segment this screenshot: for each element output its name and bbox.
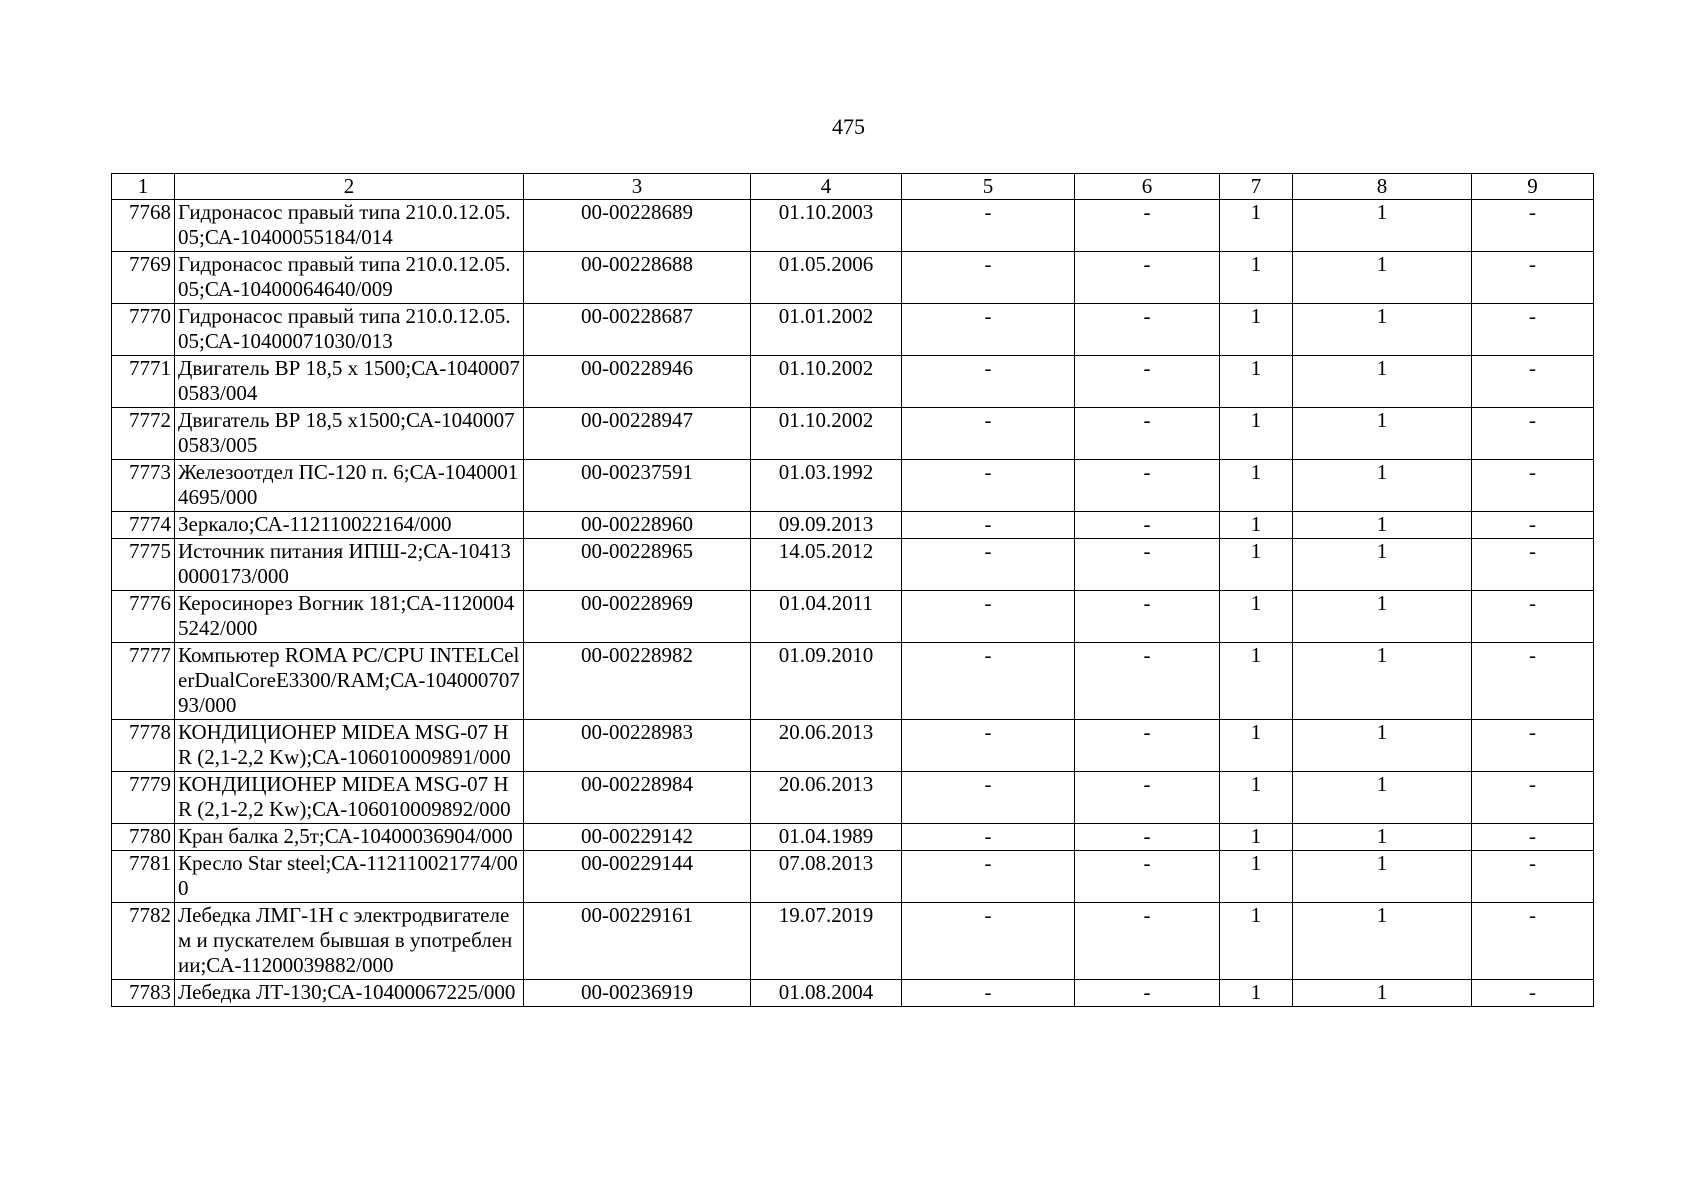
column-6-cell: - bbox=[1075, 851, 1220, 903]
row-number-cell: 7775 bbox=[112, 539, 175, 591]
date-cell: 07.08.2013 bbox=[751, 851, 902, 903]
inventory-code-cell: 00-00228969 bbox=[524, 591, 751, 643]
column-8-cell: 1 bbox=[1293, 356, 1472, 408]
column-8-cell: 1 bbox=[1293, 512, 1472, 539]
column-header: 4 bbox=[751, 174, 902, 200]
item-name-cell: Гидронасос правый типа 210.0.12.05.05;СА-10400071030/013 bbox=[175, 304, 524, 356]
column-8-cell: 1 bbox=[1293, 720, 1472, 772]
date-cell: 01.09.2010 bbox=[751, 643, 902, 720]
column-7-cell: 1 bbox=[1220, 539, 1293, 591]
inventory-code-cell: 00-00228947 bbox=[524, 408, 751, 460]
column-5-cell: - bbox=[902, 200, 1075, 252]
row-number-cell: 7783 bbox=[112, 980, 175, 1007]
table-row bbox=[112, 512, 1594, 539]
item-name-cell: Лебедка ЛМГ-1Н с электродвигателем и пускателем бывшая в употреблении;СА-11200039882/000 bbox=[175, 903, 524, 980]
table-row bbox=[112, 851, 1594, 903]
column-9-cell: - bbox=[1472, 824, 1594, 851]
column-8-cell: 1 bbox=[1293, 643, 1472, 720]
column-5-cell: - bbox=[902, 903, 1075, 980]
column-9-cell: - bbox=[1472, 200, 1594, 252]
column-6-cell: - bbox=[1075, 772, 1220, 824]
inventory-code-cell: 00-00228983 bbox=[524, 720, 751, 772]
column-9-cell: - bbox=[1472, 304, 1594, 356]
inventory-code-cell: 00-00228982 bbox=[524, 643, 751, 720]
column-8-cell: 1 bbox=[1293, 539, 1472, 591]
column-5-cell: - bbox=[902, 252, 1075, 304]
column-8-cell: 1 bbox=[1293, 772, 1472, 824]
row-number-cell: 7773 bbox=[112, 460, 175, 512]
item-name-cell: Источник питания ИПШ-2;СА-104130000173/000 bbox=[175, 539, 524, 591]
item-name-cell: Гидронасос правый типа 210.0.12.05.05;СА-10400055184/014 bbox=[175, 200, 524, 252]
column-9-cell: - bbox=[1472, 643, 1594, 720]
column-header: 6 bbox=[1075, 174, 1220, 200]
column-8-cell: 1 bbox=[1293, 980, 1472, 1007]
item-name-cell: Железоотдел ПС-120 п. 6;СА-10400014695/000 bbox=[175, 460, 524, 512]
item-name-cell: Гидронасос правый типа 210.0.12.05.05;СА-10400064640/009 bbox=[175, 252, 524, 304]
column-6-cell: - bbox=[1075, 304, 1220, 356]
column-9-cell: - bbox=[1472, 512, 1594, 539]
inventory-code-cell: 00-00229161 bbox=[524, 903, 751, 980]
table-row bbox=[112, 408, 1594, 460]
column-header: 7 bbox=[1220, 174, 1293, 200]
column-7-cell: 1 bbox=[1220, 460, 1293, 512]
row-number-cell: 7774 bbox=[112, 512, 175, 539]
inventory-code-cell: 00-00236919 bbox=[524, 980, 751, 1007]
table-row bbox=[112, 772, 1594, 824]
column-5-cell: - bbox=[902, 539, 1075, 591]
row-number-cell: 7772 bbox=[112, 408, 175, 460]
column-5-cell: - bbox=[902, 720, 1075, 772]
column-5-cell: - bbox=[902, 304, 1075, 356]
column-7-cell: 1 bbox=[1220, 903, 1293, 980]
item-name-cell: КОНДИЦИОНЕР MIDEA MSG-07 HR (2,1-2,2 Kw);СА-106010009891/000 bbox=[175, 720, 524, 772]
column-5-cell: - bbox=[902, 824, 1075, 851]
column-header: 1 bbox=[112, 174, 175, 200]
column-6-cell: - bbox=[1075, 408, 1220, 460]
date-cell: 01.01.2002 bbox=[751, 304, 902, 356]
date-cell: 09.09.2013 bbox=[751, 512, 902, 539]
table-row bbox=[112, 460, 1594, 512]
column-6-cell: - bbox=[1075, 200, 1220, 252]
table-row bbox=[112, 980, 1594, 1007]
column-5-cell: - bbox=[902, 460, 1075, 512]
date-cell: 01.10.2003 bbox=[751, 200, 902, 252]
row-number-cell: 7771 bbox=[112, 356, 175, 408]
table-row bbox=[112, 200, 1594, 252]
table-row bbox=[112, 824, 1594, 851]
column-8-cell: 1 bbox=[1293, 591, 1472, 643]
column-7-cell: 1 bbox=[1220, 408, 1293, 460]
header-row bbox=[112, 174, 1594, 200]
column-6-cell: - bbox=[1075, 903, 1220, 980]
date-cell: 01.05.2006 bbox=[751, 252, 902, 304]
inventory-code-cell: 00-00228946 bbox=[524, 356, 751, 408]
column-7-cell: 1 bbox=[1220, 356, 1293, 408]
table-row bbox=[112, 356, 1594, 408]
column-8-cell: 1 bbox=[1293, 252, 1472, 304]
column-6-cell: - bbox=[1075, 539, 1220, 591]
table-row bbox=[112, 903, 1594, 980]
date-cell: 01.03.1992 bbox=[751, 460, 902, 512]
column-9-cell: - bbox=[1472, 356, 1594, 408]
column-5-cell: - bbox=[902, 591, 1075, 643]
column-9-cell: - bbox=[1472, 903, 1594, 980]
column-7-cell: 1 bbox=[1220, 824, 1293, 851]
row-number-cell: 7776 bbox=[112, 591, 175, 643]
column-7-cell: 1 bbox=[1220, 980, 1293, 1007]
column-8-cell: 1 bbox=[1293, 304, 1472, 356]
column-9-cell: - bbox=[1472, 772, 1594, 824]
table-row bbox=[112, 643, 1594, 720]
inventory-code-cell: 00-00228687 bbox=[524, 304, 751, 356]
column-5-cell: - bbox=[902, 356, 1075, 408]
column-6-cell: - bbox=[1075, 824, 1220, 851]
date-cell: 01.04.2011 bbox=[751, 591, 902, 643]
column-9-cell: - bbox=[1472, 408, 1594, 460]
column-6-cell: - bbox=[1075, 512, 1220, 539]
table-row bbox=[112, 252, 1594, 304]
inventory-code-cell: 00-00228689 bbox=[524, 200, 751, 252]
row-number-cell: 7778 bbox=[112, 720, 175, 772]
row-number-cell: 7777 bbox=[112, 643, 175, 720]
column-7-cell: 1 bbox=[1220, 643, 1293, 720]
column-8-cell: 1 bbox=[1293, 200, 1472, 252]
column-9-cell: - bbox=[1472, 720, 1594, 772]
item-name-cell: Керосинорез Вогник 181;СА-11200045242/000 bbox=[175, 591, 524, 643]
date-cell: 20.06.2013 bbox=[751, 720, 902, 772]
column-header: 3 bbox=[524, 174, 751, 200]
page-number: 475 bbox=[832, 114, 865, 139]
column-8-cell: 1 bbox=[1293, 460, 1472, 512]
column-7-cell: 1 bbox=[1220, 252, 1293, 304]
column-9-cell: - bbox=[1472, 460, 1594, 512]
column-7-cell: 1 bbox=[1220, 720, 1293, 772]
row-number-cell: 7770 bbox=[112, 304, 175, 356]
date-cell: 01.04.1989 bbox=[751, 824, 902, 851]
column-6-cell: - bbox=[1075, 252, 1220, 304]
column-9-cell: - bbox=[1472, 980, 1594, 1007]
inventory-code-cell: 00-00228984 bbox=[524, 772, 751, 824]
item-name-cell: Двигатель ВР 18,5 х 1500;СА-10400070583/004 bbox=[175, 356, 524, 408]
column-5-cell: - bbox=[902, 512, 1075, 539]
row-number-cell: 7782 bbox=[112, 903, 175, 980]
column-9-cell: - bbox=[1472, 252, 1594, 304]
date-cell: 14.05.2012 bbox=[751, 539, 902, 591]
date-cell: 20.06.2013 bbox=[751, 772, 902, 824]
column-9-cell: - bbox=[1472, 591, 1594, 643]
column-6-cell: - bbox=[1075, 720, 1220, 772]
column-7-cell: 1 bbox=[1220, 304, 1293, 356]
item-name-cell: Двигатель ВР 18,5 х1500;СА-10400070583/005 bbox=[175, 408, 524, 460]
column-7-cell: 1 bbox=[1220, 200, 1293, 252]
inventory-code-cell: 00-00228960 bbox=[524, 512, 751, 539]
row-number-cell: 7780 bbox=[112, 824, 175, 851]
date-cell: 01.10.2002 bbox=[751, 356, 902, 408]
inventory-code-cell: 00-00228688 bbox=[524, 252, 751, 304]
table-row bbox=[112, 539, 1594, 591]
column-5-cell: - bbox=[902, 772, 1075, 824]
column-6-cell: - bbox=[1075, 356, 1220, 408]
column-9-cell: - bbox=[1472, 851, 1594, 903]
inventory-code-cell: 00-00228965 bbox=[524, 539, 751, 591]
column-header: 5 bbox=[902, 174, 1075, 200]
column-5-cell: - bbox=[902, 851, 1075, 903]
column-6-cell: - bbox=[1075, 643, 1220, 720]
column-6-cell: - bbox=[1075, 460, 1220, 512]
row-number-cell: 7768 bbox=[112, 200, 175, 252]
column-7-cell: 1 bbox=[1220, 851, 1293, 903]
column-5-cell: - bbox=[902, 980, 1075, 1007]
column-9-cell: - bbox=[1472, 539, 1594, 591]
inventory-code-cell: 00-00229144 bbox=[524, 851, 751, 903]
column-header: 9 bbox=[1472, 174, 1594, 200]
inventory-table bbox=[111, 173, 1594, 1007]
column-7-cell: 1 bbox=[1220, 772, 1293, 824]
row-number-cell: 7781 bbox=[112, 851, 175, 903]
table-row bbox=[112, 720, 1594, 772]
column-5-cell: - bbox=[902, 408, 1075, 460]
date-cell: 01.10.2002 bbox=[751, 408, 902, 460]
column-6-cell: - bbox=[1075, 980, 1220, 1007]
item-name-cell: Кран балка 2,5т;СА-10400036904/000 bbox=[175, 824, 524, 851]
column-8-cell: 1 bbox=[1293, 824, 1472, 851]
column-8-cell: 1 bbox=[1293, 851, 1472, 903]
item-name-cell: Кресло Star steel;СА-112110021774/000 bbox=[175, 851, 524, 903]
column-7-cell: 1 bbox=[1220, 591, 1293, 643]
table-body bbox=[112, 200, 1594, 1007]
table-row bbox=[112, 591, 1594, 643]
item-name-cell: КОНДИЦИОНЕР MIDEA MSG-07 HR (2,1-2,2 Kw);СА-106010009892/000 bbox=[175, 772, 524, 824]
date-cell: 19.07.2019 bbox=[751, 903, 902, 980]
item-name-cell: Компьютер ROMA PC/CPU INTELCelerDualCoreE3300/RAM;СА-10400070793/000 bbox=[175, 643, 524, 720]
column-header: 2 bbox=[175, 174, 524, 200]
column-8-cell: 1 bbox=[1293, 408, 1472, 460]
row-number-cell: 7779 bbox=[112, 772, 175, 824]
column-header: 8 bbox=[1293, 174, 1472, 200]
column-8-cell: 1 bbox=[1293, 903, 1472, 980]
inventory-code-cell: 00-00229142 bbox=[524, 824, 751, 851]
item-name-cell: Зеркало;СА-112110022164/000 bbox=[175, 512, 524, 539]
column-6-cell: - bbox=[1075, 591, 1220, 643]
date-cell: 01.08.2004 bbox=[751, 980, 902, 1007]
column-5-cell: - bbox=[902, 643, 1075, 720]
inventory-code-cell: 00-00237591 bbox=[524, 460, 751, 512]
column-7-cell: 1 bbox=[1220, 512, 1293, 539]
table-row bbox=[112, 304, 1594, 356]
item-name-cell: Лебедка ЛТ-130;СА-10400067225/000 bbox=[175, 980, 524, 1007]
row-number-cell: 7769 bbox=[112, 252, 175, 304]
